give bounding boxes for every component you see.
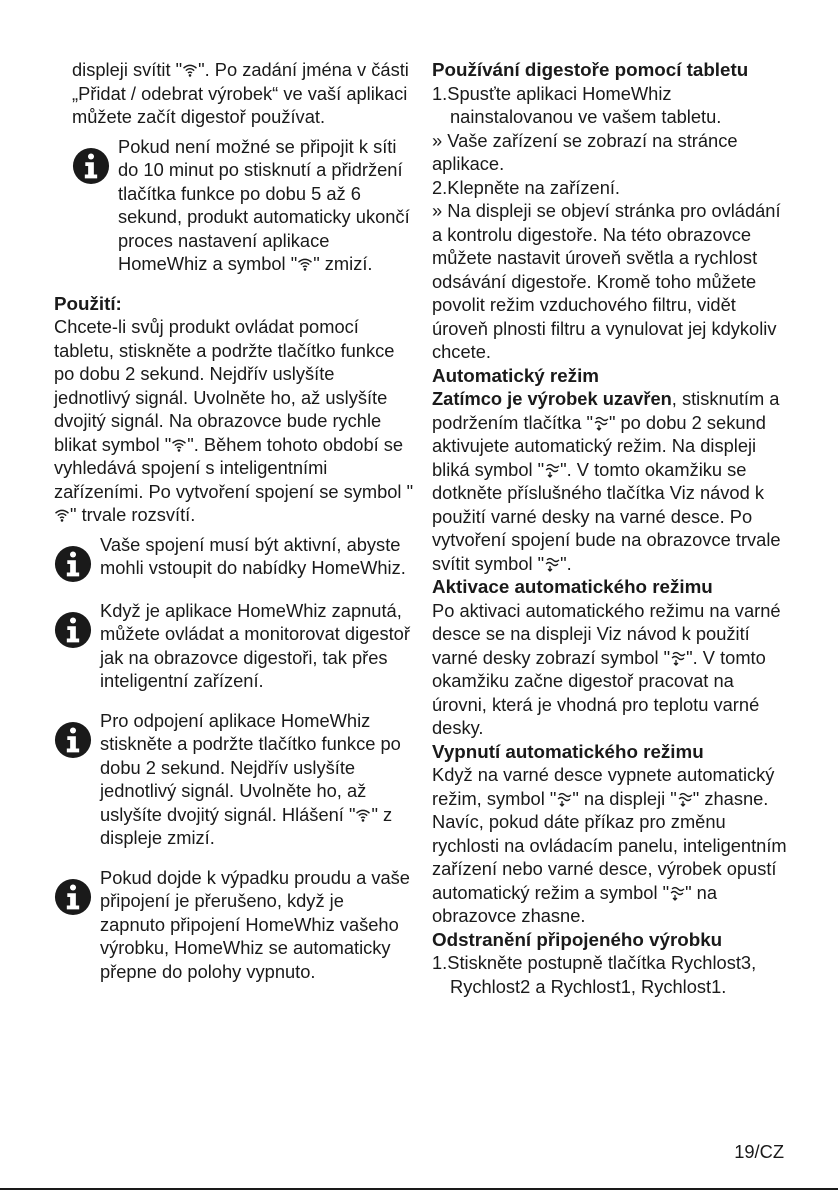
note-connection-timeout: Pokud není možné se připojit k síti do 10 minut po stisknutí a přidržení tlačítka funkce po dobu 5 až 6 sekund, produkt automaticky ukončí proces nastavení aplikace HomeWhiz a symbol " " zmizí. <box>54 135 414 276</box>
note-disconnect: Pro odpojení aplikace HomeWhiz stiskněte a podržte tlačítko funkce po dobu 2 sekund. Nejdřív uslyšíte jednotlivý signál. Uvolněte ho, až uslyšíte dvojitý signál. Hlášení " " z displeje zmizí. <box>54 709 414 850</box>
auto-mode-icon <box>670 650 686 666</box>
note-power-outage: Pokud dojde k výpadku proudu a vaše připojení je přerušeno, když je zapnuto připojení HomeWhiz vašeho výrobku, HomeWhiz se automaticky přepne do polohy vypnuto. <box>54 866 414 984</box>
tablet-result-1: » Vaše zařízení se zobrazí na stránce aplikace. <box>432 129 738 174</box>
note-connection-active: Vaše spojení musí být aktivní, abyste mohli vstoupit do nabídky HomeWhiz. <box>54 533 414 583</box>
info-icon <box>72 147 110 185</box>
tablet-step-1: 1.Spusťte aplikaci HomeWhiz nainstalovanou ve vašem tabletu. <box>432 82 722 127</box>
bottom-rule <box>0 1188 838 1190</box>
auto-mode-icon <box>544 556 560 572</box>
intro-paragraph: displeji svítit " ". Po zadání jména v části „Přidat / odebrat výrobek“ ve vaší aplikaci můžete začít digestoř používat. <box>72 59 409 127</box>
off-auto-paragraph: Když na varné desce vypnete automatický režim, symbol " " na displeji " " zhasne. Navíc, pokud dáte příkaz pro změnu rychlosti na ovládacím panelu, inteligentním zařízení nebo varné desce, výrobek opustí automatický režim a symbol " " na obrazovce zhasne. <box>432 764 787 926</box>
auto-mode-icon <box>556 791 572 807</box>
left-column <box>54 58 414 999</box>
auto-mode-heading: Automatický režim <box>432 364 599 386</box>
info-icon <box>54 545 92 583</box>
auto-mode-icon <box>593 415 609 431</box>
auto-mode-paragraph: Zatímco je výrobek uzavřen, stisknutím a podržením tlačítka " " po dobu 2 sekund aktivujete automatický režim. Na displeji bliká symbol " ". V tomto okamžiku se dotkněte příslušného tlačítka Viz návod k použití varné desky na varné desce. Po vytvoření spojení bude na obrazovce trvale svítit symbol " ". <box>432 388 781 574</box>
wifi-icon <box>182 62 198 78</box>
tablet-result-2: » Na displeji se objeví stránka pro ovládání a kontrolu digestoře. Na této obrazovce můžete nastavit úroveň světla a rychlost odsávání digestoře. Kromě toho můžete povolit režim vzduchového filtru, vidět úroveň plnosti filtru a vynulovat jej kdykoliv chcete. <box>432 200 781 362</box>
use-paragraph: Chcete-li svůj produkt ovládat pomocí tabletu, stiskněte a podržte tlačítko funkce po dobu 2 sekund. Nejdřív uslyšíte jednotlivý signál. Uvolněte ho, až uslyšíte dvojitý signál. Na obrazovce bude rychle blikat symbol " ". Během tohoto období se vyhledává spojení s inteligentními zařízeními. Po vytvoření spojení se symbol "" trvale rozsvítí. <box>54 316 414 525</box>
info-icon <box>54 878 92 916</box>
auto-mode-icon <box>544 462 560 478</box>
wifi-icon <box>297 256 313 272</box>
activate-auto-paragraph: Po aktivaci automatického režimu na varné desce se na displeji Viz návod k použití varné desky zobrazí symbol " ". V tomto okamžiku začne digestoř pracovat na úrovni, která je vhodná pro teplotu varné desky. <box>432 599 781 738</box>
right-column <box>432 58 787 998</box>
remove-step-1: 1.Stiskněte postupně tlačítka Rychlost3, Rychlost2 a Rychlost1, Rychlost1. <box>432 952 757 997</box>
note-control-options: Když je aplikace HomeWhiz zapnutá, můžete ovládat a monitorovat digestoř jak na obrazovce digestoři, tak přes inteligentní zařízení. <box>54 599 414 693</box>
auto-mode-icon <box>677 791 693 807</box>
remove-heading: Odstranění připojeného výrobku <box>432 928 723 950</box>
page-number: 19/CZ <box>734 1141 784 1162</box>
activate-auto-heading: Aktivace automatického režimu <box>432 576 713 597</box>
info-icon <box>54 721 92 759</box>
info-icon <box>54 611 92 649</box>
tablet-step-2: 2.Klepněte na zařízení. <box>432 176 621 198</box>
wifi-icon <box>54 507 70 523</box>
tablet-heading: Používání digestoře pomocí tabletu <box>432 59 749 80</box>
use-heading: Použití: <box>54 292 122 314</box>
off-auto-heading: Vypnutí automatického režimu <box>432 740 704 762</box>
wifi-icon <box>171 437 187 453</box>
wifi-icon <box>355 807 371 823</box>
auto-mode-icon <box>669 885 685 901</box>
